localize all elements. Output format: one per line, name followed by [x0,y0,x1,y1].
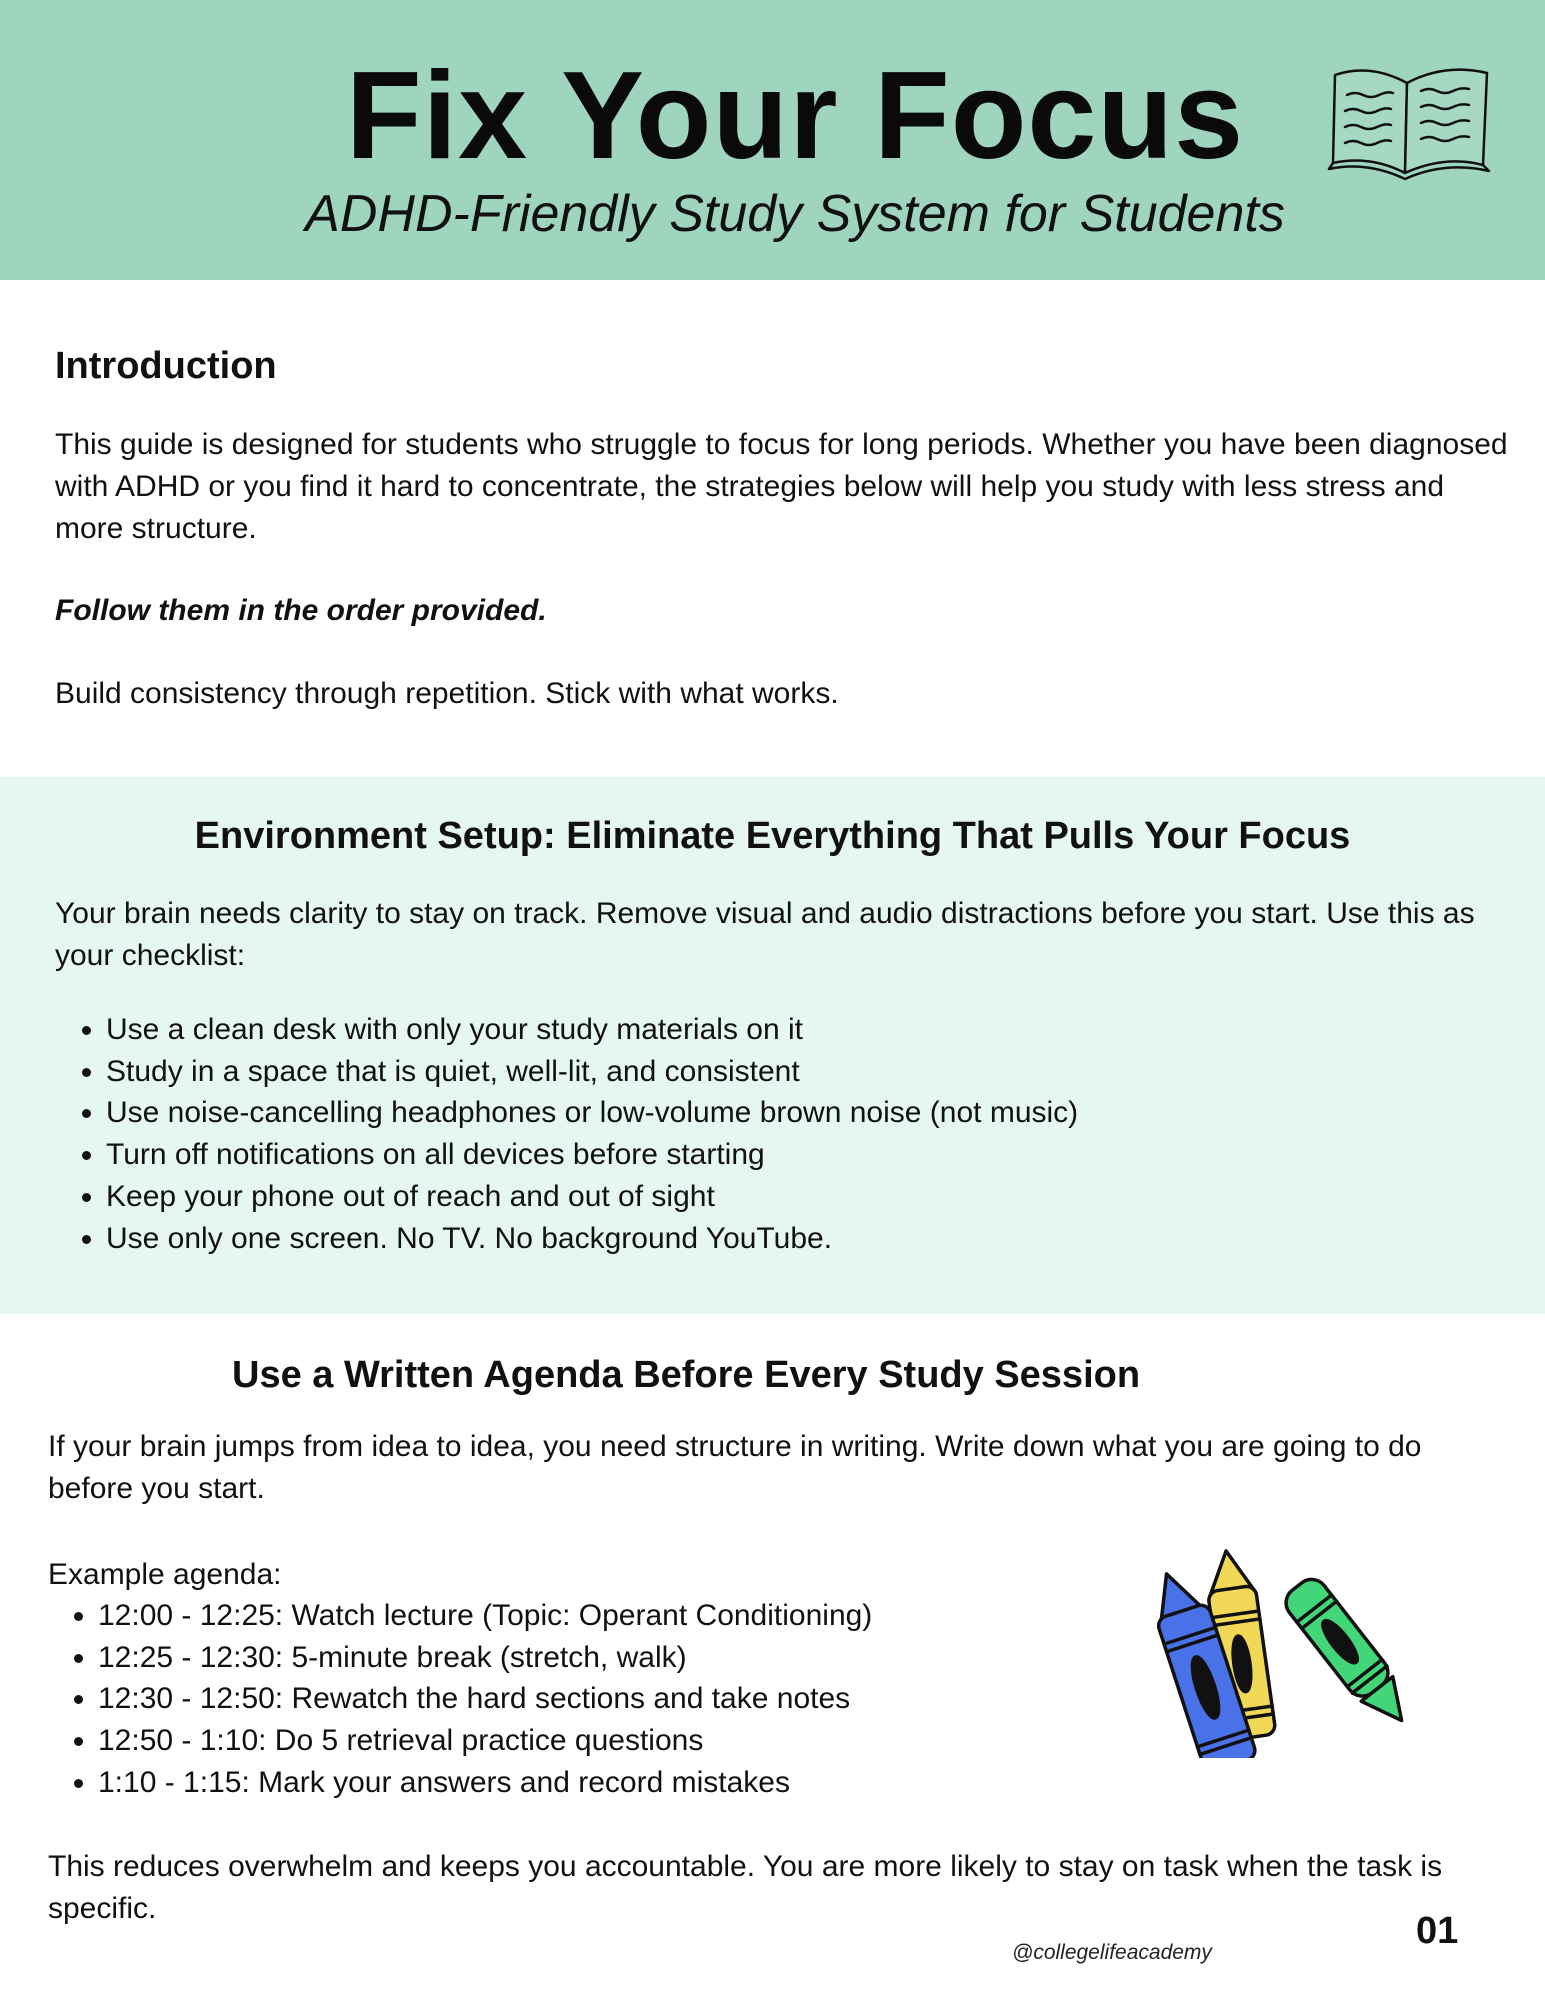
header-banner [0,0,1545,280]
environment-paragraph: Your brain needs clarity to stay on track. Remove visual and audio distractions before you start. Use this as your checklist: [55,897,1475,972]
open-book-icon [1325,55,1495,185]
list-item: • Use only one screen. No TV. No background YouTube. [106,1218,1078,1260]
list-item: • Use a clean desk with only your study materials on it [106,1009,1078,1051]
crayons-illustration [1140,1538,1420,1758]
agenda-closing: This reduces overwhelm and keeps you accountable. You are more likely to stay on task when the task is specific. [48,1850,1443,1925]
list-item: • 12:50 - 1:10: Do 5 retrieval practice questions [98,1720,872,1762]
agenda-paragraph: If your brain jumps from idea to idea, you need structure in writing. Write down what you are going to do before you start. [48,1430,1422,1505]
environment-section [0,777,1545,1314]
introduction-emphasis: Follow them in the order provided. [55,594,547,627]
introduction-closing: Build consistency through repetition. Stick with what works. [55,677,839,710]
page-subtitle: ADHD-Friendly Study System for Students [305,185,1285,243]
example-agenda-label: Example agenda: [48,1558,282,1591]
introduction-section [0,280,1545,777]
example-agenda-list [60,1595,872,1804]
agenda-heading: Use a Written Agenda Before Every Study Session [232,1354,1141,1396]
environment-checklist [68,1009,1078,1259]
introduction-paragraph: This guide is designed for students who struggle to focus for long periods. Whether you have been diagnosed with ADHD or you find it hard to concentrate, the strategies below will help you study with less stress and more structure. [55,428,1508,545]
list-item: • 12:30 - 12:50: Rewatch the hard sections and take notes [98,1678,872,1720]
environment-heading: Environment Setup: Eliminate Everything That Pulls Your Focus [194,815,1351,857]
list-item: • 1:10 - 1:15: Mark your answers and record mistakes [98,1762,872,1804]
page-number: 01 [1416,1910,1459,1952]
introduction-heading: Introduction [55,345,277,387]
page-title: Fix Your Focus [345,47,1245,185]
social-handle: @collegelifeacademy [1012,1941,1212,1964]
list-item: • Use noise-cancelling headphones or low-volume brown noise (not music) [106,1092,1078,1134]
list-item: • Study in a space that is quiet, well-lit, and consistent [106,1051,1078,1093]
list-item: • 12:25 - 12:30: 5-minute break (stretch, walk) [98,1637,872,1679]
list-item: • Keep your phone out of reach and out of sight [106,1176,1078,1218]
list-item: • Turn off notifications on all devices before starting [106,1134,1078,1176]
list-item: • 12:00 - 12:25: Watch lecture (Topic: Operant Conditioning) [98,1595,872,1637]
